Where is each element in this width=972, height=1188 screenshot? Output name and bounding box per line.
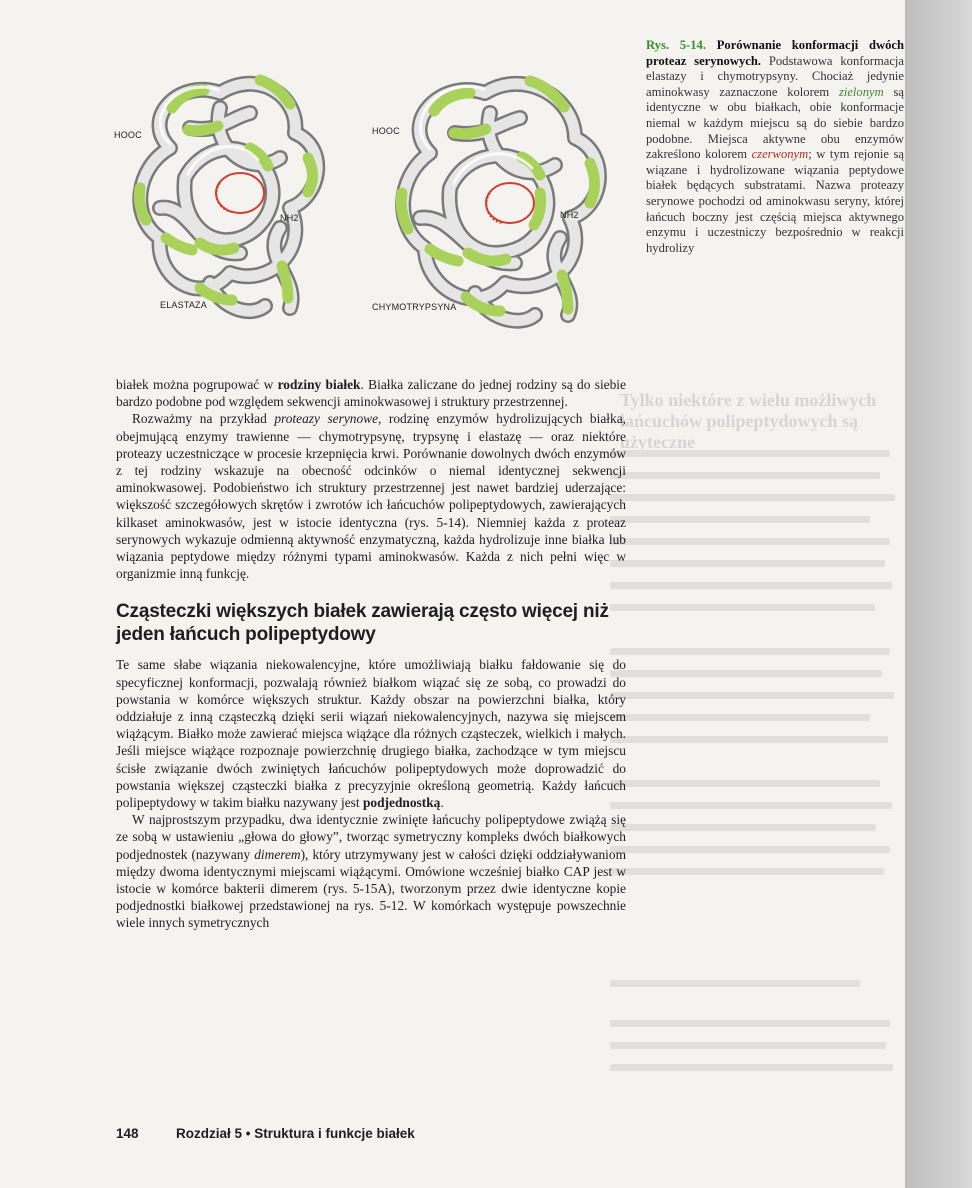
p2-text-b: , rodzinę enzymów hydrolizujących białka, obejmującą enzymy trawienne — chymotrypsynę, trypsynę i elastazę — oraz niektóre proteazy uczestniczące w procesie krzepnięcia krwi. Porównanie dowolnych dwóch enzymów z tej rodziny wskazuje na obecność odcinków o niemal identycznej sekwencji aminokwasowej. Podobieństwo ich struktury przestrzennej jest nawet bardziej uderzające: większość szczegółowych skrętów i zwrotów ich łańcuchów polipeptydowych, zawierających kilkaset aminokwasów, jest w istocie identyczna (rys. 5-14). Niemniej każda z proteaz serynowych wykazuje odmienną aktywność enzymatyczną, każda hydrolizuje inne białka lub wiązania peptydowe między różnymi typami aminokwasów. Każda z nich pełni więc w organizmie inną funkcję. bbox=[116, 411, 627, 582]
caption-green-word: zielonym bbox=[838, 84, 884, 99]
p4-em-term: dimerem bbox=[254, 846, 301, 862]
paragraph-1 bbox=[116, 376, 626, 410]
section-heading: Cząsteczki większych białek zawierają często więcej niż jeden łańcuch polipeptydowy bbox=[116, 601, 609, 646]
caption-number: Rys. 5-14. bbox=[646, 38, 706, 52]
caption-text-1: Podstawowa konformacja elastazy i chymotrypsyny. Chociaż jedynie aminokwasy zaznaczone kolorem bbox=[646, 53, 905, 99]
elastase-structure bbox=[139, 80, 317, 311]
nh2-label-right: NH2 bbox=[560, 210, 579, 220]
bleed-through-heading: Tylko niektóre z wielu możliwych łańcuchów polipeptydowych są użyteczne bbox=[620, 390, 877, 452]
hooc-label-left: HOOC bbox=[114, 130, 142, 140]
caption-text-3: ; w tym rejonie są wiązane i hydrolizowane wiązania peptydowe białek będących substratami. Nazwa proteazy serynowe pochodzi od aminokwasu seryny, której łańcuch boczny jest częścią miejsca aktywnego enzymu i uczestniczy bezpośrednio w reakcji hydrolizy bbox=[646, 147, 904, 255]
main-text bbox=[116, 376, 626, 932]
nh2-label-left: NH2 bbox=[280, 213, 299, 223]
p1-bold-term: rodziny białek bbox=[277, 377, 361, 392]
protease-figure bbox=[100, 38, 620, 348]
p3-text-a: Te same słabe wiązania niekowalencyjne, które umożliwiają białku fałdowanie się do specyficznej konformacji, pozwalają również białkom wiązać się ze sobą, co prowadzi do powstania w komórce większych struktur. Każdy obszar na powierzchni białka, który oddziałuje z inną cząsteczką dzięki serii wiązań niekowalencyjnych, nazywa się miejscem wiążącym. Białko może zawierać miejsca wiążące dla różnych cząsteczek, wielkich i małych. Jeśli miejsce wiążące rozpoznaje powierzchnię drugiego białka, zachodzące w tym miejscu ścisłe związanie dwóch zwiniętych łańcuchów polipeptydowych może doprowadzić do powstania większej cząsteczki białka z precyzyjnie określoną geometrią. Każdy łańcuch polipeptydowy w takim białku nazywany jest bbox=[116, 657, 626, 811]
p3-text-b: . bbox=[440, 795, 444, 811]
p3-bold-term: podjednostką bbox=[362, 795, 441, 811]
elastase-label: ELASTAZA bbox=[160, 300, 207, 310]
p1-text-a: białek można pogrupować w bbox=[116, 377, 274, 392]
caption-title: Porównanie konformacji dwóch proteaz serynowych. bbox=[646, 38, 904, 68]
page-footer bbox=[116, 1126, 636, 1141]
figure-caption bbox=[646, 38, 904, 256]
chymotrypsin-label: CHYMOTRYPSYNA bbox=[372, 302, 457, 312]
hooc-label-right: HOOC bbox=[372, 126, 400, 136]
caption-red-word: czerwonym bbox=[751, 147, 809, 162]
p4-text-b: ), który utrzymywany jest w całości dzięki oddziaływaniom między dwoma identycznymi miejscami wiążącymi. Omówione wcześniej białko CAP jest w istocie w komórce bakterii dimerem (rys. 5-15A), tworzonym przez dwie identyczne kopie podjednostki białkowej przedstawionej na rys. 5-12. W komórkach występuje powszechnie wiele innych symetrycznych bbox=[116, 846, 626, 931]
chapter-title: Rozdział 5 • Struktura i funkcje białek bbox=[176, 1126, 415, 1141]
page-edge bbox=[905, 0, 972, 1188]
p4-text-a: W najprostszym przypadku, dwa identycznie zwinięte łańcuchy polipeptydowe zwiążą się ze sobą w ustawieniu „głowa do głowy”, tworząc symetryczny kompleks dwóch białkowych podjednostek (nazywany bbox=[116, 812, 626, 862]
page-number: 148 bbox=[116, 1126, 139, 1141]
p2-em-term: proteazy serynowe bbox=[274, 411, 379, 427]
bleed-through-text bbox=[610, 380, 900, 1100]
paragraph-3 bbox=[116, 656, 626, 811]
p1-text-b: . Białka zaliczane do jednej rodziny są do siebie bardzo podobne pod względem sekwencji aminokwasowej i struktury przestrzennej. bbox=[116, 377, 626, 410]
p2-text-a: Rozważmy na przykład bbox=[132, 411, 267, 427]
paragraph-2 bbox=[116, 410, 626, 582]
paragraph-4 bbox=[116, 811, 626, 931]
caption-text-2: są identyczne w obu białkach, obie konformacje niemal w każdym miejscu są do siebie bardzo podobne. Miejsca aktywne obu enzymów zakreślono kolorem bbox=[646, 84, 904, 162]
chymotrypsin-structure bbox=[401, 81, 599, 321]
